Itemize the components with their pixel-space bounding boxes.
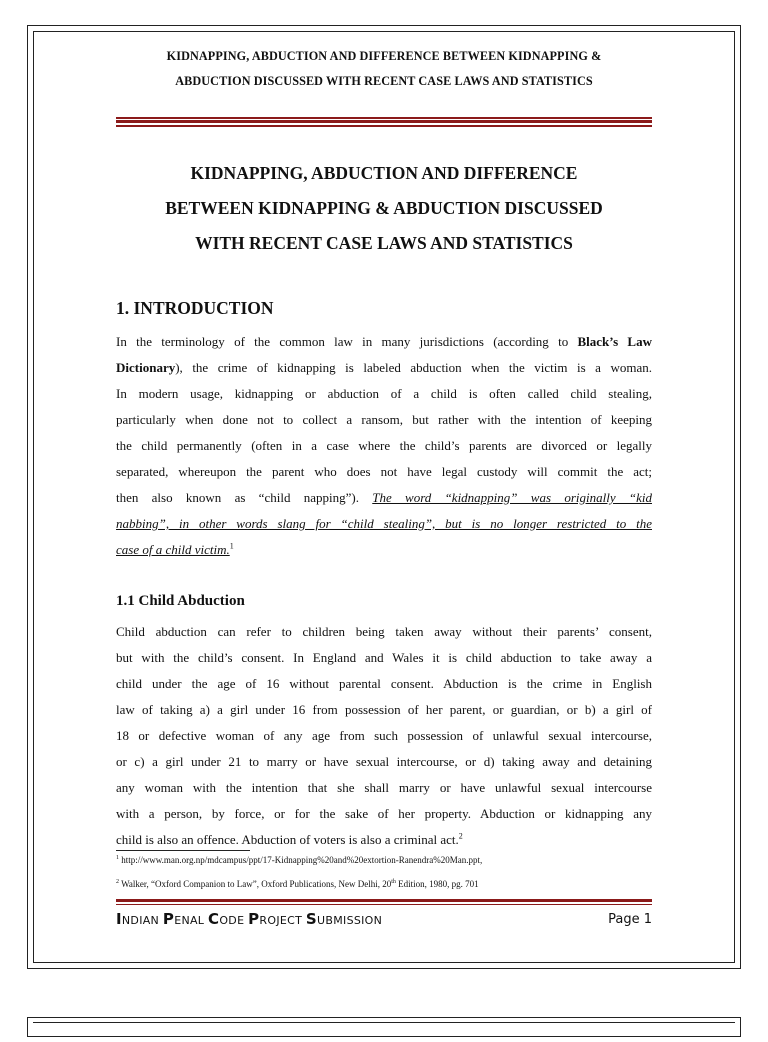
abduction-line-7: any woman with the intention that she shall marry or have unlawful sexual intercourse — [116, 780, 652, 795]
footer-cap: I — [116, 910, 122, 928]
footnote-2-ordinal: th — [391, 879, 396, 885]
child-abduction-paragraph — [116, 619, 652, 853]
abduction-line-5: 18 or defective woman of any age from such possession of unlawful sexual intercourse, — [116, 728, 652, 743]
blacks-law-bold: Black’s Law — [577, 334, 652, 349]
intro-line-2 — [116, 355, 652, 381]
running-header-line-1: KIDNAPPING, ABDUCTION AND DIFFERENCE BETWEEN KIDNAPPING & — [166, 49, 602, 63]
footnote-2 — [116, 879, 676, 889]
abduction-line-4: law of taking a) a girl under 16 from possession of her parent, or guardian, or b) a girl of — [116, 702, 652, 717]
intro-line-1 — [116, 329, 652, 355]
footnote-separator — [116, 850, 250, 851]
intro-line-8: nabbing”, in other words slang for “child stealing”, but is no longer restricted to the — [116, 516, 652, 531]
document-title — [80, 156, 688, 261]
footnote-2-number: 2 — [116, 879, 119, 885]
running-header — [80, 44, 688, 94]
abduction-line-2: but with the child’s consent. In England and Wales it is child abduction to take away a — [116, 650, 652, 665]
footnote-1-number: 1 — [116, 855, 119, 861]
footer-text: ODE — [219, 914, 249, 927]
footer-text: ENAL — [174, 914, 209, 927]
footer-cap: P — [162, 910, 175, 928]
footer-rule-thin — [116, 904, 652, 905]
page-number: Page 1 — [608, 912, 652, 927]
header-rule-thin-bottom — [116, 125, 652, 127]
intro-line-9 — [116, 537, 652, 563]
footnote-1-link[interactable]: http://www.man.org.np/mdcampus/ppt/17-Kidnapping%20and%20extortion-Ranendra%20Man.ppt, — [119, 855, 483, 865]
title-line-2: BETWEEN KIDNAPPING & ABDUCTION DISCUSSED — [165, 198, 603, 218]
footer-text: UBMISSION — [317, 914, 383, 927]
footnote-2-text: Walker, “Oxford Companion to Law”, Oxford Publications, New Delhi, 20 — [119, 879, 392, 889]
footnote-ref-2[interactable]: 2 — [458, 831, 463, 841]
next-page-border-inner — [33, 1022, 735, 1042]
abduction-line-3: child under the age of 16 without parental consent. Abduction is the crime in English — [116, 676, 652, 691]
section-heading-child-abduction: 1.1 Child Abduction — [116, 593, 245, 609]
dictionary-bold: Dictionary — [116, 360, 176, 375]
intro-line-7 — [116, 485, 652, 511]
underlined-quote: case of a child victim. — [116, 542, 230, 557]
intro-text: ), the crime of kidnapping is labeled abduction when the victim is a woman. — [175, 360, 652, 375]
intro-line-4: particularly when done not to collect a ransom, but rather with the intention of keeping — [116, 412, 652, 427]
title-line-3: WITH RECENT CASE LAWS AND STATISTICS — [195, 233, 573, 253]
footer-text: NDIAN — [121, 914, 163, 927]
section-heading-introduction: 1. INTRODUCTION — [116, 298, 274, 318]
abduction-line-1: Child abduction can refer to children being taken away without their parents’ consent, — [116, 624, 652, 639]
footer-cap: P — [248, 910, 260, 928]
intro-line-6: separated, whereupon the parent who does not have legal custody will commit the act; — [116, 464, 652, 479]
intro-text: then also known as “child napping”). — [116, 490, 373, 505]
footer-project-label — [116, 910, 382, 928]
abduction-line-6: or c) a girl under 21 to marry or have sexual intercourse, or d) taking away and detaining — [116, 754, 652, 769]
introduction-paragraph — [116, 329, 652, 563]
footer-cap: S — [305, 910, 318, 928]
footer-rule-thick — [116, 899, 652, 902]
intro-text: In the terminology of the common law in many jurisdictions (according to — [116, 334, 578, 349]
underlined-quote: The word “kidnapping” was originally “kid — [372, 490, 652, 505]
footnote-ref-1[interactable]: 1 — [229, 541, 234, 551]
footer-text: ROJECT — [259, 914, 306, 927]
intro-line-3: In modern usage, kidnapping or abduction of a child is often called child stealing, — [116, 386, 652, 401]
abduction-text: child is also an offence. Abduction of voters is also a criminal act. — [116, 832, 459, 847]
header-rule-thick — [116, 120, 652, 123]
abduction-line-8: with a person, by force, or for the sake of her property. Abduction or kidnapping any — [116, 806, 652, 821]
footer-cap: C — [208, 910, 220, 928]
running-header-line-2: ABDUCTION DISCUSSED WITH RECENT CASE LAWS AND STATISTICS — [175, 74, 593, 88]
footnote-1 — [116, 855, 676, 865]
header-rule-thin — [116, 117, 652, 119]
title-line-1: KIDNAPPING, ABDUCTION AND DIFFERENCE — [190, 163, 578, 183]
footnote-2-text-end: Edition, 1980, pg. 701 — [395, 879, 479, 889]
intro-line-5: the child permanently (often in a case where the child’s parents are divorced or legally — [116, 438, 652, 453]
